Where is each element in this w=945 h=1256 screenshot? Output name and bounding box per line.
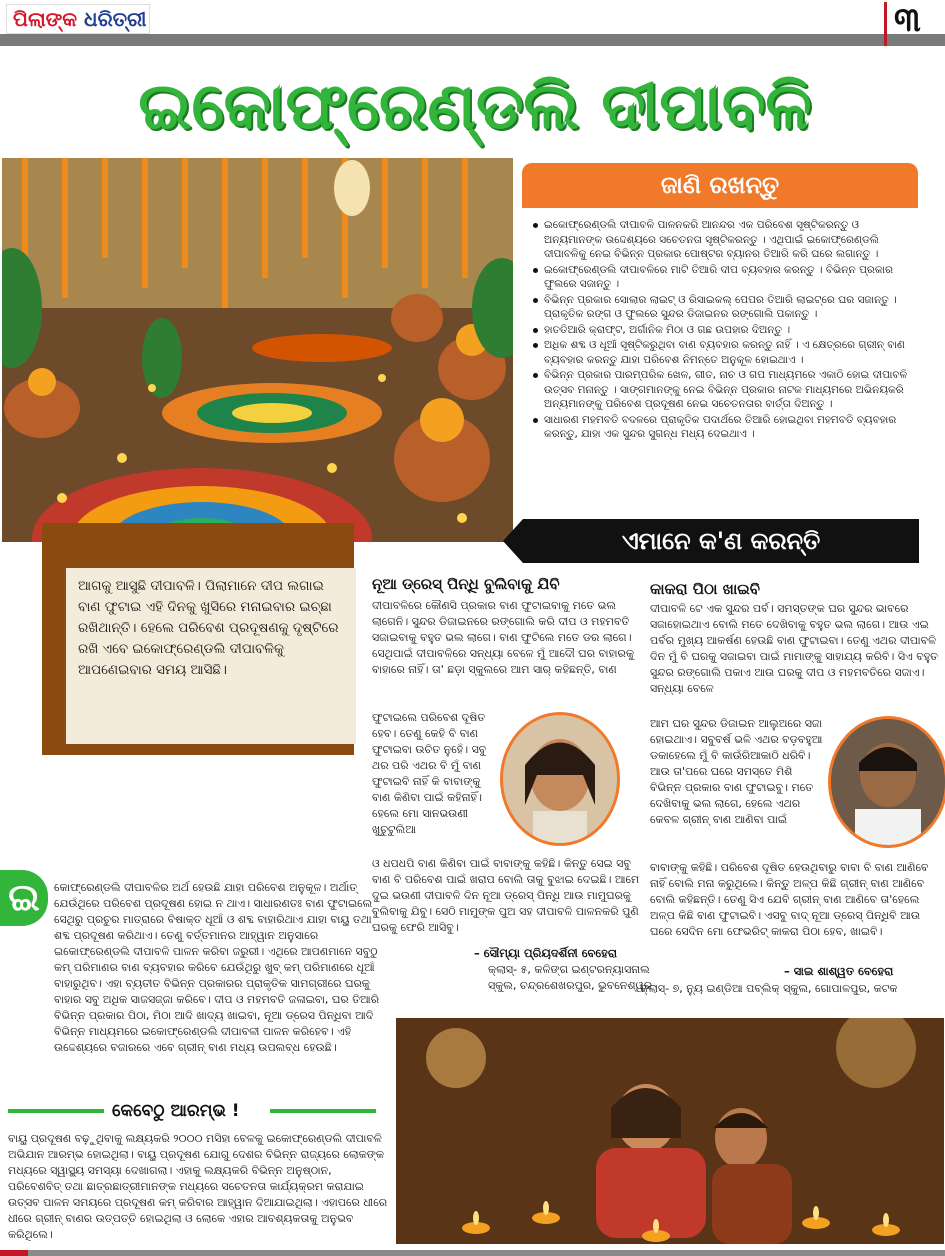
list-item: ସାଧାରଣ ମହମବତି ବଦଳରେ ପ୍ରାକୃତିକ ପଦାର୍ଥରେ ତିଆରି ହୋଇଥିବା ମହମବତି ବ୍ୟବହାର କରନ୍ତୁ, ଯାହା ଏକ ସୁନ୍ଦର ସୁଗନ୍ଧ ମଧ୍ୟ ଦେଇଥାଏ ।: [544, 413, 910, 442]
subheading: କେବେଠୁ ଆରମ୍ଭ !: [112, 1101, 240, 1121]
body-para1: କୋଫ୍ରେଣ୍ଡଲି ଦୀପାବଳିର ଅର୍ଥ ହେଉଛି ଯାହା ପରିବେଶ ଅନୁକୂଳ। ଅର୍ଥାତ୍ ଯେଉଁଥିରେ ପରିବେଶ ପ୍ରଦୂଷଣ ହୋଇ ନ ଥାଏ। ସାଧାରଣତଃ ବାଣ ଫୁଟାଇଲେ ସେଥିରୁ ପ୍ରଚୁର ମାତ୍ରାରେ ବିଷାକ୍ତ ଧୂଆଁ ଓ ଶବ୍ଦ ବାହାରିଥାଏ ଯାହା ବାୟୁ ତଥା ଶବ୍ଦ ପ୍ରଦୂଷଣ କରିଥାଏ। ତେଣୁ ବର୍ତ୍ତମାନର ଆହ୍ୱାନ ଅନୁସାରେ ଇକୋଫ୍ରେଣ୍ଡଲି ଦୀପାବଳି ପାଳନ କରିବା ଜରୁରୀ। ଏଥିରେ ଆପଣମାନେ ସବୁଠୁ କମ୍ ପରିମାଣର ବାଣ ବ୍ୟବହାର କରିବେ ଯେଉଁଥିରୁ ଖୁବ୍ କମ୍ ପରିମାଣରେ ଧୂଆଁ ବାହାରୁଥିବ। ଏହା ବ୍ୟତୀତ ବିଭିନ୍ନ ପ୍ରକାରର ପ୍ରାକୃତିକ ସାମଗ୍ରୀରେ ଘରକୁ ବାହାର ସବୁ ଅଧିକ ସାଜସଜ୍ଜା କରିବେ। ଦୀପ ଓ ମହମବତି ଜଳାଇବା, ଘର ତିଆରି ବିଭିନ୍ନ ପ୍ରକାର ପିଠା, ମିଠା ଆଦି ଖାଦ୍ୟ ଖାଇବା, ନୂଆ ଡ୍ରେସ ପିନ୍ଧିବା ଆଦି ବିଭିନ୍ନ ମାଧ୍ୟମରେ ଇକୋଫ୍ରେଣ୍ଡଲି ଦୀପାବଳୀ ପାଳନ କରିହେବ। ଏହି ଉଦ୍ଦେଶ୍ୟରେ ବଜାରରେ ଏବେ ଗ୍ରୀନ୍ ବାଣ ମଧ୍ୟ ଉପଲବ୍ଧ ହେଉଛି।: [54, 881, 380, 1054]
story2-author: – ସାଇ ଶାଶ୍ୱତ ବେହେରା: [784, 964, 894, 978]
list-item: ଇକୋଫ୍ରେଣ୍ଡଲି ଦୀପାବଳିରେ ମାଟି ତିଆରି ଦୀପ ବ୍ୟବହାର କରନ୍ତୁ । ବିଭିନ୍ନ ପ୍ରକାର ଫୁଲରେ ସଜାନ୍ତୁ ।: [544, 263, 910, 292]
list-item: ହାତତିଆରି କ୍ରାଫ୍ଟ, ଅର୍ଗାନିକ ମିଠା ଓ ଗଛ ଉପହାର ଦିଅନ୍ତୁ ।: [544, 323, 910, 338]
story1-para1: ଦୀପାବଳିରେ କୌଣସି ପ୍ରକାର ବାଣ ଫୁଟାଇବାକୁ ମତେ ଭଲ ଲାଗେନି। ସୁନ୍ଦର ଡିଜାଇନରେ ରଙ୍ଗୋଲି କରି ଦୀପ ଓ ମହମବତି ସଜାଇବାକୁ ବହୁତ ଭଲ ଲାଗେ। ବାଣ ଫୁଟିଲେ ମତେ ଡର ଲାଗେ। ସେଥିପାଇଁ ଦୀପାବଳିରେ ସନ୍ଧ୍ୟା ବେଳେ ମୁଁ ଆଦୌ ଘର ବାହାରକୁ ବାହାରେ ନାହିଁ। ତା' ଛଡ଼ା ସ୍କୁଲରେ ଆମ ସାର୍ କହିଛନ୍ତି, ବାଣ: [372, 599, 634, 676]
page-divider: [884, 2, 887, 46]
subheading-rule-right: [270, 1109, 376, 1113]
dropcap: ଇ: [0, 870, 48, 926]
tips-heading: ଜାଣି ରଖନ୍ତୁ: [522, 163, 918, 208]
header-bar: [0, 34, 945, 46]
children-diya-photo: [396, 1018, 944, 1244]
story1-heading: ନୂଆ ଡ୍ରେସ୍ ପିନ୍ଧି ବୁଲିବାକୁ ଯିବି: [372, 575, 560, 593]
story1-para3: ଓ ଧପଧପି ବାଣ କିଣିବା ପାଇଁ ବାବାଙ୍କୁ କହିଛି। କିନ୍ତୁ ସେଇ ସବୁ ବାଣ ବି ପରିବେଶ ପାଇଁ ଖରାପ ବୋଲି ତାକୁ ବୁଝାଇ ଦେଇଛି। ଆମେ ଦୁଇ ଭଉଣୀ ଦୀପାବଳି ଦିନ ନୂଆ ଡ୍ରେସ୍ ପିନ୍ଧି ଆଉ ମାମୁଘରକୁ ବୁଲିବାକୁ ଯିବୁ। ସେଠି ମାମୁଙ୍କ ପୁଅ ସହ ଦୀପାବଳି ପାଳନକରି ପୁଣି ଘରକୁ ଫେରି ଆସିବୁ।: [372, 857, 640, 934]
list-item: ଇକୋଫ୍ରେଣ୍ଡଲି ଦୀପାବଳି ପାଳନକରି ଆନନ୍ଦର ଏକ ପରିବେଶ ସୃଷ୍ଟିକରନ୍ତୁ ଓ ଅନ୍ୟମାନଙ୍କ ଉଦ୍ଦେଶ୍ୟରେ ସଚେତନତା ସୃଷ୍ଟିକରନ୍ତୁ । ଏଥିପାଇଁ ଇକୋଫ୍ରେଣ୍ଡଲି ଦୀପାବଳିକୁ ନେଇ ବିଭିନ୍ନ ପ୍ରକାର ପୋଷ୍ଟର ବ୍ୟାନର ତିଆରି କରି ଘରେ ଲଗାନ୍ତୁ ।: [544, 218, 910, 262]
what-they-do-heading: ଏମାନେ କ'ଣ କରନ୍ତି: [523, 519, 919, 563]
story1-author: – ସୌମ୍ୟା ପ୍ରିୟଦର୍ଶିନୀ ବେହେରା: [474, 946, 617, 960]
page-number: ୩: [894, 0, 921, 40]
rangoli-photo: [2, 158, 513, 542]
story2-para3: ବାବାଙ୍କୁ କହିଛି। ପରିବେଶ ଦୂଷିତ ହେଉଥିବାରୁ ବାବା ବି ବାଣ ଆଣିବେ ନାହିଁ ବୋଲି ମନା କରୁଥିଲେ। କିନ୍ତୁ ଅଳ୍ପ କିଛି ଗ୍ରୀନ୍ ବାଣ ଆଣିବେ ବୋଲି କହିଛନ୍ତି। ତେଣୁ ସିଏ ଯେବି ଗ୍ରୀନ୍ ବାଣ ଆଣିବେ ତା'ହେଲେ ଅଳ୍ପ କିଛି ବାଣ ଫୁଟାଇବି। ଏସବୁ ବାଦ୍ ନୂଆ ଡ୍ରେସ୍ ପିନ୍ଧିବି ଆଉ ଘରେ ସେଦିନ ମୋ ଫେଭରିଟ୍ କାକରା ପିଠା ହେବ, ଖାଇବି।: [650, 861, 929, 938]
story2-para2: ଆମ ଘର ସୁନ୍ଦର ଡିଜାଇନ ଆଲୁଅରେ ସଜା ହୋଇଥାଏ। ସବୁବର୍ଷ ଭଳି ଏଥର ବଡ଼ବହୁଆ ଡକାହେଲେ ମୁଁ ବି କାଉଁରିଆକାଠି ଧରିବି। ଆଉ ତା'ପରେ ଘରେ ସମସ୍ତେ ମିଶି ବିଭିନ୍ନ ପ୍ରକାର ବାଣ ଫୁଟାଇବୁ। ମତେ ଦେଖିବାକୁ ଭଲ ଲାଗେ, ହେଲେ ଏଥର କେବଳ ଗ୍ରୀନ୍ ବାଣ ଆଣିବା ପାଇଁ: [650, 717, 823, 826]
story2-heading: କାକରା ପିଠା ଖାଇବି: [650, 580, 760, 598]
story2-para1: ଦୀପାବଳି ଟେ ଏକ ସୁନ୍ଦର ପର୍ବ। ସମସ୍ତଙ୍କ ଘର ସୁନ୍ଦର ଭାବରେ ସଜାହୋଇଥାଏ ବୋଲି ମତେ ଦେଖିବାକୁ ବହୁତ ଭଲ ଲାଗେ। ଆଉ ଏଇ ପର୍ବର ମୁଖ୍ୟ ଆକର୍ଷଣ ହେଉଛି ବାଣ ଫୁଟାଇବା। ତେଣୁ ଏଥର ଦୀପାବଳି ଦିନ ମୁଁ ବି ଘରକୁ ସଜାଇବା ପାଇଁ ମାମାଙ୍କୁ ସାହାଯ୍ୟ କରିବି। ସିଏ ବହୁତ ସୁନ୍ଦର ରଙ୍ଗୋଲି ପକାଏ ଆଉ ଘରକୁ ଦୀପ ଓ ମହମବତିରେ ସଜାଏ। ସନ୍ଧ୍ୟା ବେଳେ: [650, 602, 939, 695]
logo: ପିଲାଙ୍କ ଧରିତ୍ରୀ: [6, 4, 150, 34]
boy-photo: [828, 716, 945, 848]
body-para1-top: [54, 880, 388, 1090]
boy-portrait: [831, 719, 945, 845]
footer-bar: [0, 1250, 945, 1256]
list-item: ଅଧିକ ଶବ୍ଦ ଓ ଧୂଆଁ ସୃଷ୍ଟିକରୁଥିବା ବାଣ ବ୍ୟବହାର କରନ୍ତୁ ନାହିଁ । ଏ କ୍ଷେତ୍ରରେ ଗ୍ରୀନ୍ ବାଣ ବ୍ୟବହାର କରନ୍ତୁ ଯାହା ପରିବେଶ ନିମନ୍ତେ ଅନୁକୂଳ ହୋଇଥାଏ ।: [544, 338, 910, 367]
subheading-rule-left: [8, 1109, 104, 1113]
story1-para2: ଫୁଟାଇଲେ ପରିବେଶ ଦୂଷିତ ହେବ। ତେଣୁ କେହି ବି ବାଣ ଫୁଟାଇବା ଉଚିତ ନୁହେଁ। ସବୁ ଥର ପରି ଏଥର ବି ମୁଁ ବାଣ ଫୁଟାଇବି ନାହିଁ କି ବାବାଙ୍କୁ ବାଣ କିଣିବା ପାଇଁ କହିନାହିଁ। ହେଲେ ମୋ ସାନଭଉଣୀ ଖୁଚୁଟୁଲିଆ: [372, 711, 487, 836]
list-item: ବିଭିନ୍ନ ପ୍ରକାର ପାରମ୍ପରିକ ଖେଳ, ଗୀତ, ନାଚ ଓ ଗପ ମାଧ୍ୟମରେ ଏକାଠି ହୋଇ ଦୀପାବଳି ଉତ୍ସବ ମନାନ୍ତୁ । ସାଙ୍ଗମାନଙ୍କୁ ନେଇ ବିଭିନ୍ନ ପ୍ରକାର ନାଟକ ମାଧ୍ୟମରେ ଅଭିନୟକରି ଅନ୍ୟମାନଙ୍କୁ ପରିବେଶ ପ୍ରଦୂଷଣ ନେଇ ସଚେତନତାର ବାର୍ତ୍ତା ଦିଅନ୍ତୁ ।: [544, 368, 910, 412]
body-para2: ବାୟୁ ପ୍ରଦୂଷଣ ବଢ଼ୁଥିବାକୁ ଲକ୍ଷ୍ୟକରି ୨୦୦୦ ମସିହା ବେଳକୁ ଇକୋଫ୍ରେଣ୍ଡଲି ଦୀପାବଳି ଅଭିଯାନ ଆରମ୍ଭ ହୋଇଥିଲା। ବାୟୁ ପ୍ରଦୂଷଣ ଯୋଗୁ ଦେଶର ବିଭିନ୍ନ ରାଜ୍ୟରେ ଲୋକଙ୍କ ମଧ୍ୟରେ ସ୍ୱାସ୍ଥ୍ୟ ସମସ୍ୟା ଦେଖାଗଲା। ଏହାକୁ ଲକ୍ଷ୍ୟକରି ବିଭିନ୍ନ ଅନୁଷ୍ଠାନ, ପରିବେଶବିତ୍ ତଥା ଛାତ୍ରଛାତ୍ରୀମାନଙ୍କ ମଧ୍ୟରେ ସଚେତନତା କାର୍ଯ୍ୟକ୍ରମ କରାଯାଇ ଉତ୍ସବ ପାଳନ ସମୟରେ ପ୍ରଦୂଷଣ କମ୍ କରିବାର ଆହ୍ୱାନ ଦିଆଯାଇଥିଲା। ଏହାପରେ ଧୀରେ ଧୀରେ ଗ୍ରୀନ୍ ବାଣର ଉତ୍ପତ୍ତି ହୋଇଥିଲା ଓ ଲୋକେ ଏହାର ଆବଶ୍ୟକତାକୁ ଅନୁଭବ କରିଥିଲେ।: [8, 1132, 388, 1241]
story2-school: କ୍ଲାସ୍- ୭, ନ୍ୟୁ ଇଣ୍ଡିଆ ପବ୍ଲିକ୍ ସ୍କୁଲ, ଗୋପାଳପୁର, କଟକ: [640, 982, 898, 995]
tips-box: [522, 208, 918, 494]
story1-school: କ୍ଲାସ୍- ୫, କଳିଙ୍ଗ ଇଣ୍ଟରନ୍ୟାସନାଲ ସ୍କୁଲ, ଚନ୍ଦ୍ରଶେଖରପୁର, ଭୁବନେଶ୍ୱର: [488, 963, 653, 992]
footer-accent: [0, 1250, 28, 1256]
girl-photo: [500, 712, 620, 846]
page-title: ଇକୋଫ୍ରେଣ୍ଡଲି ଦୀପାବଳି: [138, 70, 812, 144]
tips-list: [522, 208, 918, 442]
intro-text: ଆଗକୁ ଆସୁଛି ଦୀପାବଳି। ପିଲାମାନେ ଦୀପ ଲଗାଇ ବାଣ ଫୁଟାଇ ଏହି ଦିନକୁ ଖୁସିରେ ମନାଇବାର ଇଚ୍ଛା ରଖିଥାନ୍ତି। ହେଲେ ପରିବେଶ ପ୍ରଦୂଷଣକୁ ଦୃଷ୍ଟିରେ ରଖି ଏବେ ଇକୋଫ୍ରେଣ୍ଡଲି ଦୀପାବଳିକୁ ଆପଣେଇବାର ସମୟ ଆସିଛି।: [66, 568, 356, 744]
list-item: ବିଭିନ୍ନ ପ୍ରକାର ସୋଲାର ଲାଇଟ୍ ଓ ରିସାଇକଲ୍ ପେପର ତିଆରି ଲାଇଟ୍‌ରେ ଘର ସଜାନ୍ତୁ । ପ୍ରାକୃତିକ ରଙ୍ଗ ଓ ଫୁଲରେ ସୁନ୍ଦର ଡିଜାଇନର ରଙ୍ଗୋଲି ପକାନ୍ତୁ ।: [544, 293, 910, 322]
girl-portrait: [503, 715, 617, 843]
children-diya-illustration: [396, 1018, 944, 1244]
rangoli-illustration: [2, 158, 513, 542]
